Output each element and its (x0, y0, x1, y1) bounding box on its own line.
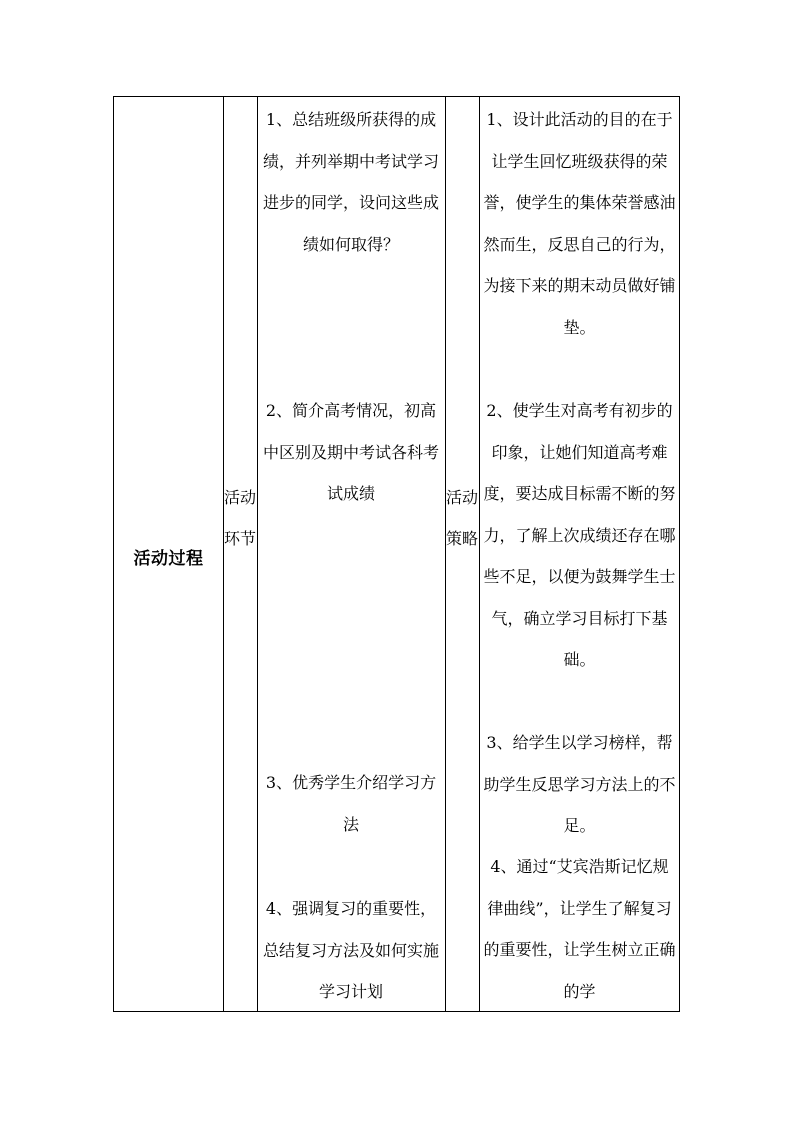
activity-step-3: 3、优秀学生介绍学习方法 (265, 773, 437, 834)
activity-step-2: 2、简介高考情况，初高中区别及期中考试各科考试成绩 (262, 401, 439, 503)
activity-step-1: 1、总结班级所获得的成绩，并列举期中考试学习进步的同学，设问这些成绩如何取得？ (262, 110, 439, 254)
activity-strategy-1: 1、设计此活动的目的在于让学生回忆班级获得的荣誉，使学生的集体荣誉感油然而生，反思自己的行为，为接下来的期末动员做好铺垫。 (483, 110, 676, 337)
activity-step-4: 4、强调复习的重要性，总结复习方法及如何实施学习计划 (262, 899, 439, 1001)
activity-strategy-3: 3、给学生以学习榜样，帮助学生反思学习方法上的不足。 (483, 733, 676, 835)
activity-strategy-2: 2、使学生对高考有初步的印象，让她们知道高考难度，要达成目标需不断的努力，了解上次成绩还存在哪些不足，以便为鼓舞学生士气，确立学习目标打下基础。 (483, 401, 676, 669)
section-title: 活动过程 (133, 548, 204, 569)
section-title-cell (114, 97, 223, 1011)
activity-strategy-4: 4、通过“艾宾浩斯记忆规律曲线”，让学生了解复习的重要性，让学生树立正确的学 (483, 857, 676, 1001)
activity-step-header: 活动环节 (223, 488, 256, 548)
activity-strategy-header: 活动策略 (445, 488, 478, 548)
activity-table (113, 96, 680, 1012)
